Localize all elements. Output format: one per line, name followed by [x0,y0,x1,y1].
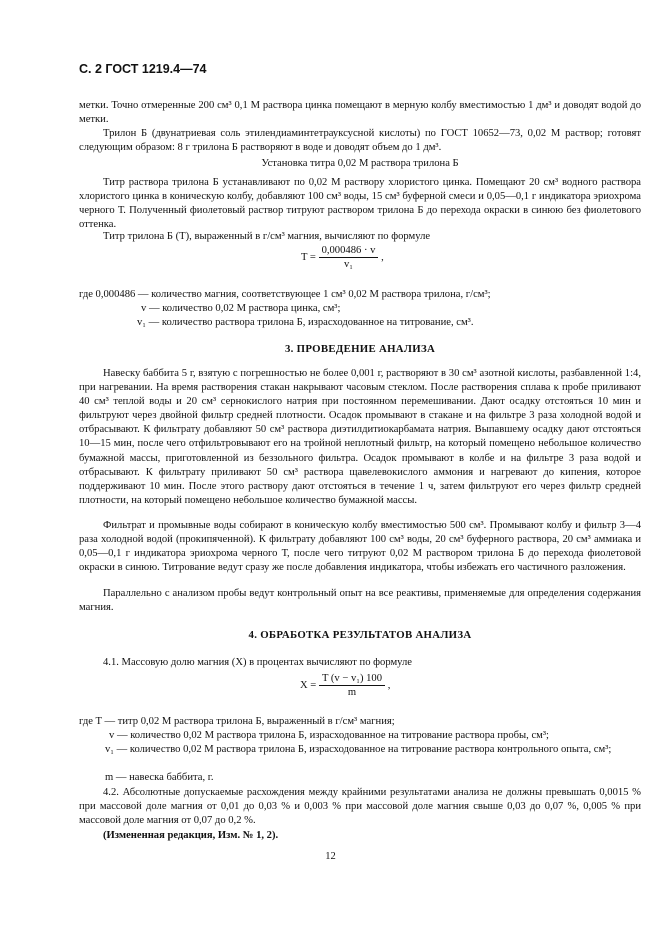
formula-fraction [319,245,379,270]
page-number: 12 [325,851,336,862]
section-title: 3. ПРОВЕДЕНИЕ АНАЛИЗА [284,343,436,355]
paragraph-tolerances: 4.2. Абсолютные допускаемые расхождения между крайними результатами анализа не должны превышать 0,0015 % при массовой доле магния от 0,01 до 0,03 % и 0,003 % при массовой доле магния свыше 0,03 до 0,07 %, 0,005 % при массовой доле магния от 0,07 до 0,2 %. [79,787,641,827]
formula-titre [301,245,384,270]
paragraph-trilon: Трилон Б (двунатриевая соль этилендиаминтетрауксусной кислоты) по ГОСТ 10652—73, 0,02 М раствор; готовят следующим образом: 8 г трилона Б растворяют в воде и доводят объем до 1 дм³. [79,128,641,154]
paragraph-formula-intro: Титр трилона Б (Т), выраженный в г/см³ магния, вычисляют по формуле [103,231,431,242]
formula-fraction [319,673,385,698]
formula-tail: , [381,251,384,263]
legend-line: v — количество 0,02 М раствора цинка, см³; [141,303,341,314]
paragraph-continuation: метки. Точно отмеренные 200 см³ 0,1 М раствора цинка помещают в мерную колбу вместимостью 1 дм³ и доводят водой до метки. [79,100,641,126]
page-header: С. 2 ГОСТ 1219.4—74 [79,62,207,76]
paragraph-titre-setup: Титр раствора трилона Б устанавливают по 0,02 М раствору хлористого цинка. Помещают 20 см³ водного раствора хлористого цинка в коническую колбу, добавляют 100 см³ воды, 15 см³ буферной смеси и 0,05—0,1 г индикатора эриохрома черного Т. Полученный фиолетовый раствор титруют раствором трилона Б до перехода окраски в синюю без фиолетового оттенка. [79,177,641,231]
formula-lhs: T = [301,251,316,263]
paragraph-filtrate: Фильтрат и промывные воды собирают в коническую колбу вместимостью 500 см³. Промывают колбу и фильтр 3—4 раза холодной водой (прокипяченной). К фильтрату добавляют 100 см³ воды, 20 см³ буферного раствора, 20 см³ аммиака и 0,05—0,1 г индикатора эриохрома черного Т, после чего титруют 0,02 М раствором трилона Б до перехода фиолетовой окраски в синюю. Титрование ведут сразу же после добавления индикатора, чтобы избежать его частичного разложения. [79,520,641,574]
amendment-note: (Измененная редакция, Изм. № 1, 2). [103,830,279,841]
formula-lhs: X = [300,679,317,691]
formula-tail: , [387,679,391,691]
legend-line: v₁ — количество раствора трилона Б, израсходованное на титрование, см³. [137,317,474,328]
section-title: 4. ОБРАБОТКА РЕЗУЛЬТАТОВ АНАЛИЗА [248,629,472,641]
legend-line: v₁ — количество 0,02 М раствора трилона Б, израсходованное на титрование раствора контрольного опыта, см³; [105,744,612,755]
formula-mass-fraction [300,673,390,698]
paragraph-procedure: Навеску баббита 5 г, взятую с погрешностью не более 0,001 г, растворяют в 30 см³ азотной кислоты, разбавленной 1:4, при нагревании. На время растворения стакан накрывают часовым стеклом. После растворения сплава к пробе приливают 40 см³ теплой воды и 20 см³ сернокислого натрия при постоянном перемешивании. Дают осадку отстояться 10 мин и фильтруют через двойной фильтр средней плотности. Осадок промывают в стакане и на фильтре 3 раза холодной водой и отбрасывают. К фильтрату добавляют 50 см³ раствора диэтилдитиокарбамата натрия. Выпавшему осадку дают отстояться 10—15 мин, после чего отфильтровывают его на тройной неплотный фильтр, на который помещено небольшое количество бумажной массы, приготовленной из беззольного фильтра. Осадок промывают в колбе и на фильтре 3 раза водой и отбрасывают. К фильтрату приливают 50 см³ раствора щавелевокислого аммония и нагревают до кипения, которое поддерживают 10 мин. После этого раствору дают отстояться в течение 1 ч, затем фильтруют его через фильтр средней плотности, на который помещено небольшое количество бумажной массы. [79,368,641,506]
legend-line: где T — титр 0,02 М раствора трилона Б, выраженный в г/см³ магния; [79,716,395,727]
formula-numerator: 0,000486 · v [319,245,379,258]
legend-line: где 0,000486 — количество магния, соответствующее 1 см³ 0,02 М раствора трилона, г/см³; [79,289,491,300]
subsection-title: Установка титра 0,02 М раствора трилона Б [261,158,459,169]
legend-line: m — навеска баббита, г. [105,772,214,783]
paragraph-control: Параллельно с анализом пробы ведут контрольный опыт на все реактивы, применяемые для определения содержания магния. [79,588,641,614]
formula-numerator: T (v − v₁) 100 [319,673,385,686]
formula-denominator: m [347,687,357,698]
paragraph-formula-intro: 4.1. Массовую долю магния (X) в процентах вычисляют по формуле [103,657,412,668]
formula-denominator: v₁ [343,259,353,270]
legend-line: v — количество 0,02 М раствора трилона Б, израсходованное на титрование раствора пробы, см³; [109,730,549,741]
